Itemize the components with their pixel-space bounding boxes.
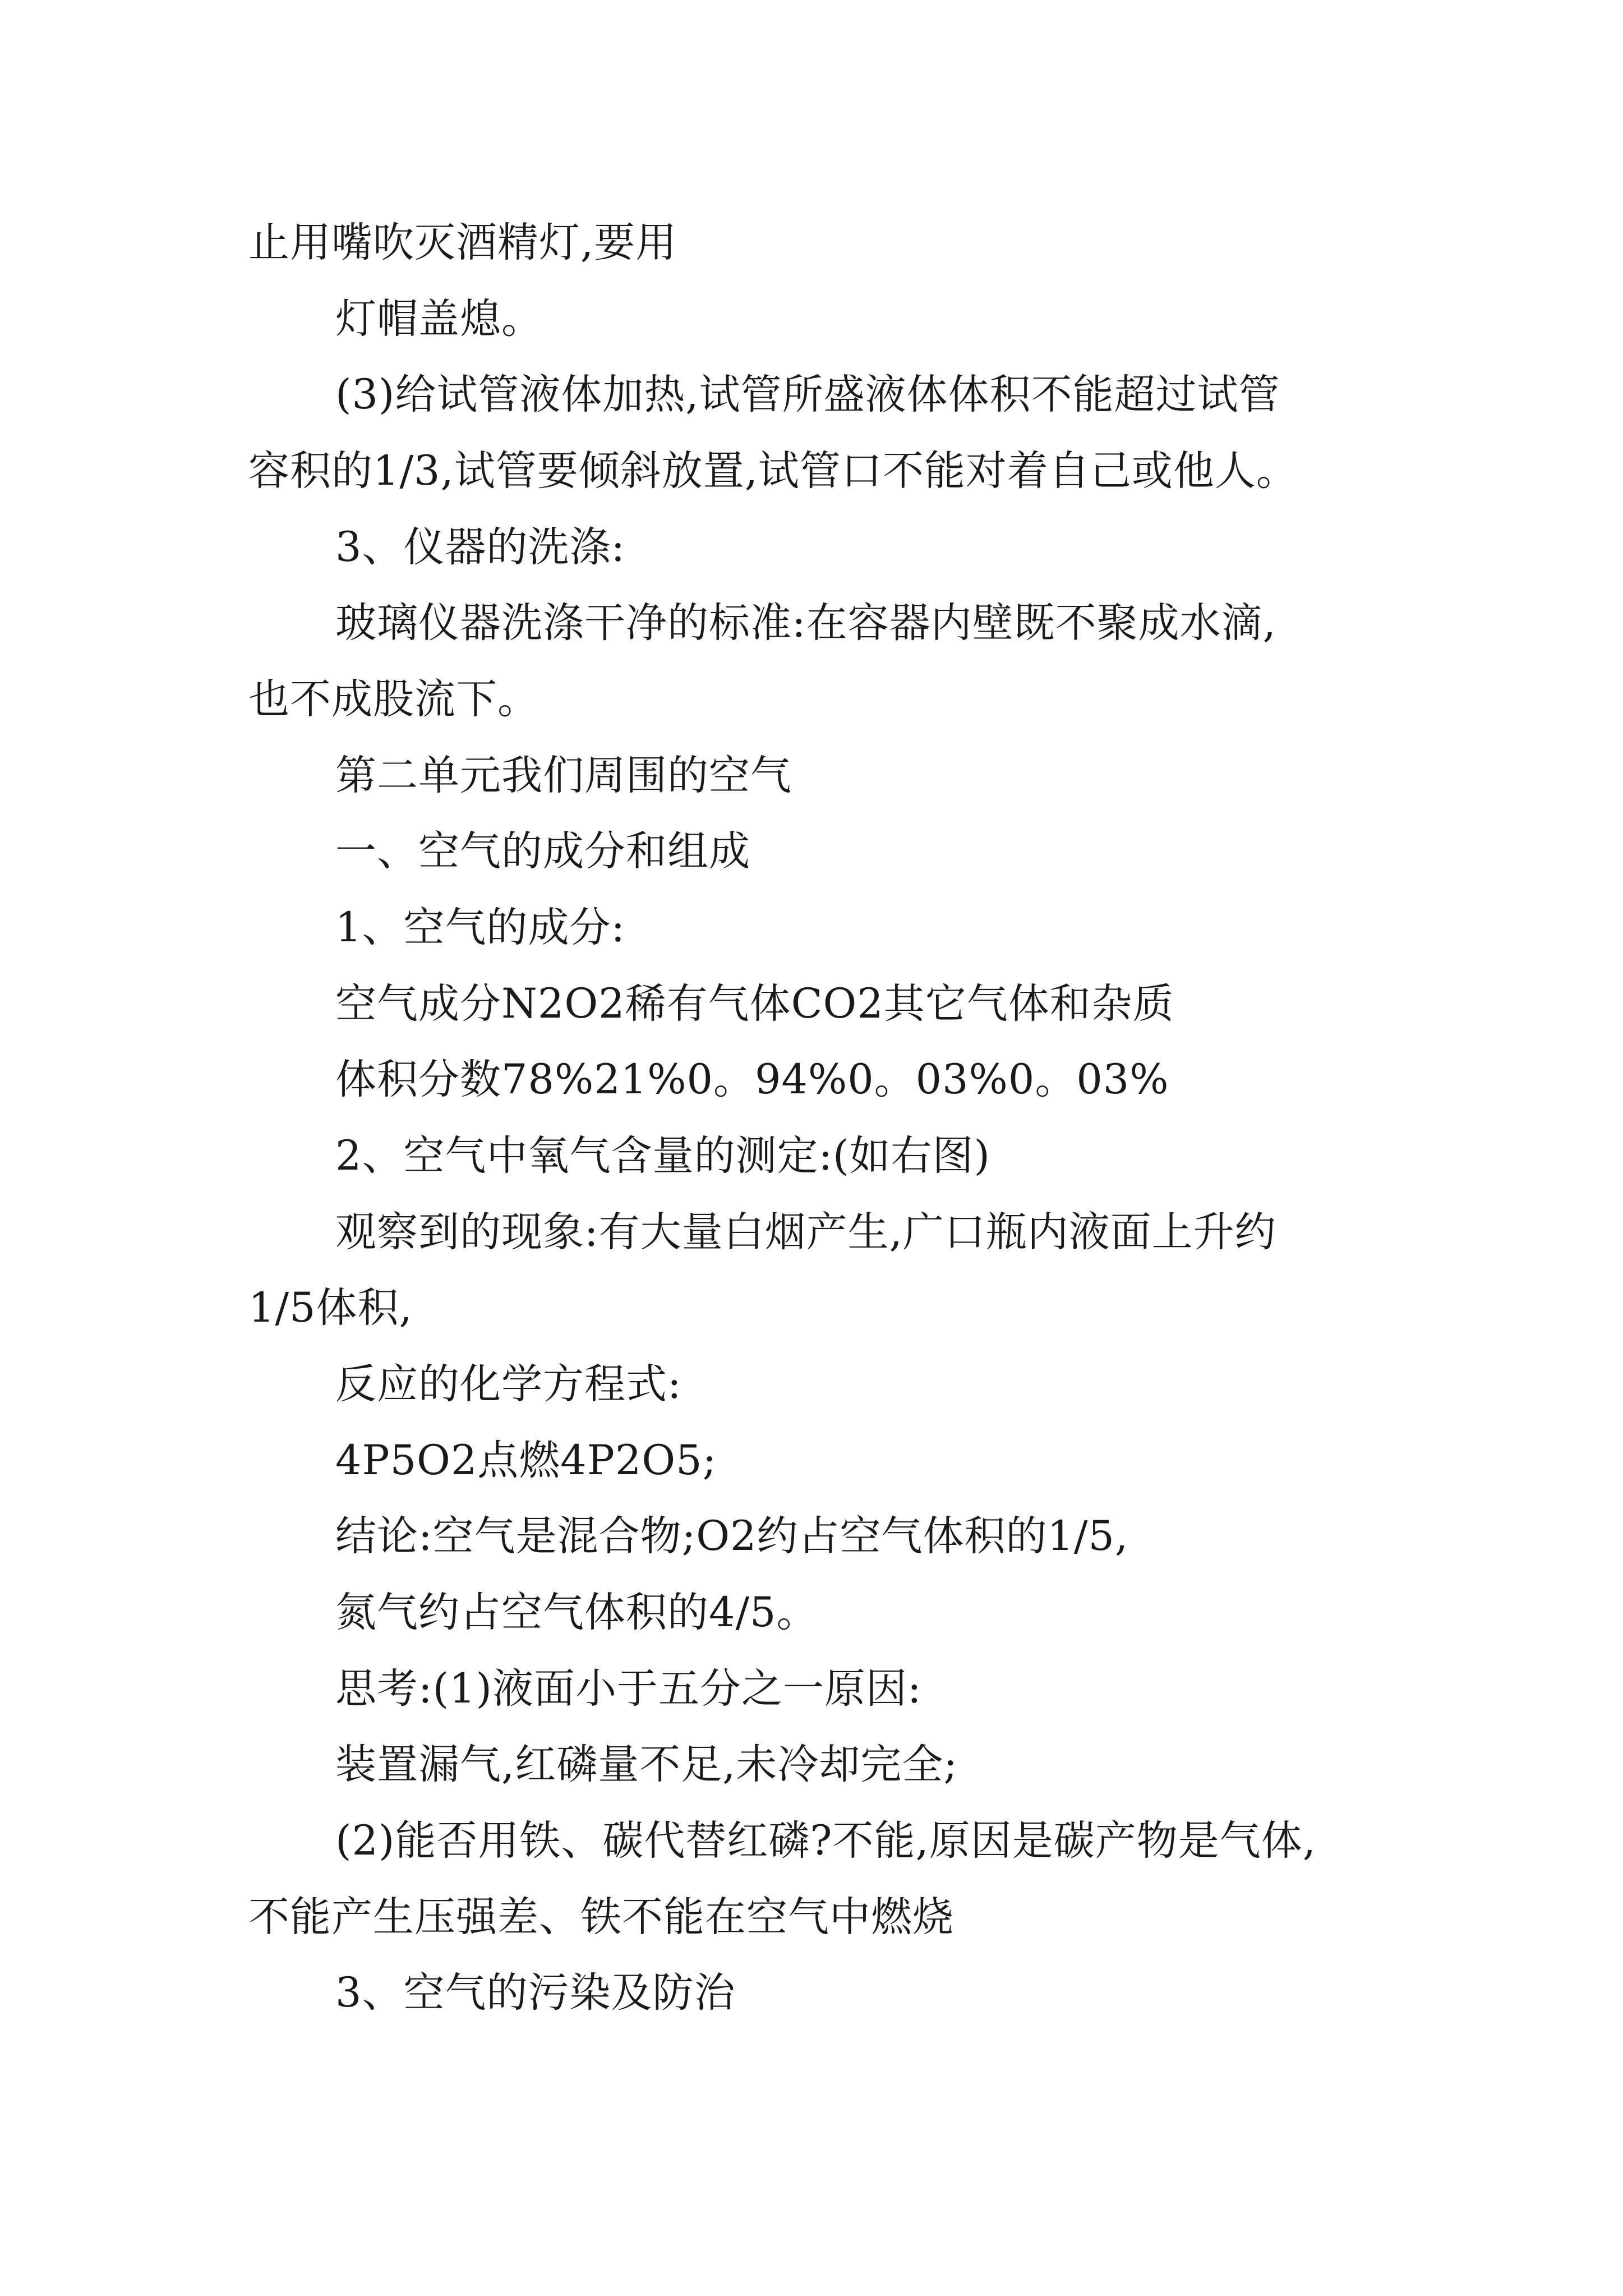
text-line: 结论:空气是混合物;O2约占空气体积的1/5,	[335, 1512, 1129, 1560]
text-line: 不能产生压强差、铁不能在空气中燃烧	[248, 1893, 954, 1941]
text-line: 装置漏气,红磷量不足,未冷却完全;	[335, 1741, 958, 1788]
text-line: 观察到的现象:有大量白烟产生,广口瓶内液面上升约	[335, 1208, 1276, 1256]
text-line: 2、空气中氧气含量的测定:(如右图)	[335, 1132, 990, 1180]
subsection-heading: 一、空气的成分和组成	[335, 827, 750, 875]
text-line: 思考:(1)液面小于五分之一原因:	[335, 1665, 922, 1713]
text-line: 止用嘴吹灭酒精灯,要用	[248, 219, 677, 266]
text-line: 也不成股流下。	[248, 675, 539, 723]
text-line: 空气成分N2O2稀有气体CO2其它气体和杂质	[335, 980, 1174, 1028]
text-line: (3)给试管液体加热,试管所盛液体体积不能超过试管	[335, 371, 1280, 418]
text-line: 容积的1/3,试管要倾斜放置,试管口不能对着自己或他人。	[248, 447, 1298, 495]
text-line: 氮气约占空气体积的4/5。	[335, 1589, 818, 1636]
text-line: 1、空气的成分:	[335, 904, 626, 951]
text-line: 反应的化学方程式:	[335, 1360, 682, 1408]
text-line: 灯帽盖熄。	[335, 295, 543, 343]
text-line: 玻璃仪器洗涤干净的标准:在容器内壁既不聚成水滴,	[335, 599, 1276, 647]
text-line: 1/5体积,	[248, 1284, 413, 1332]
text-line: 3、空气的污染及防治	[335, 1969, 736, 2017]
text-line: 3、仪器的洗涤:	[335, 523, 626, 571]
text-line: (2)能否用铁、碳代替红磷?不能,原因是碳产物是气体,	[335, 1817, 1316, 1865]
section-heading: 第二单元我们周围的空气	[335, 752, 792, 799]
chemical-equation: 4P5O2点燃4P2O5;	[335, 1437, 717, 1484]
text-line: 体积分数78%21%0。94%0。03%0。03%	[335, 1056, 1169, 1103]
